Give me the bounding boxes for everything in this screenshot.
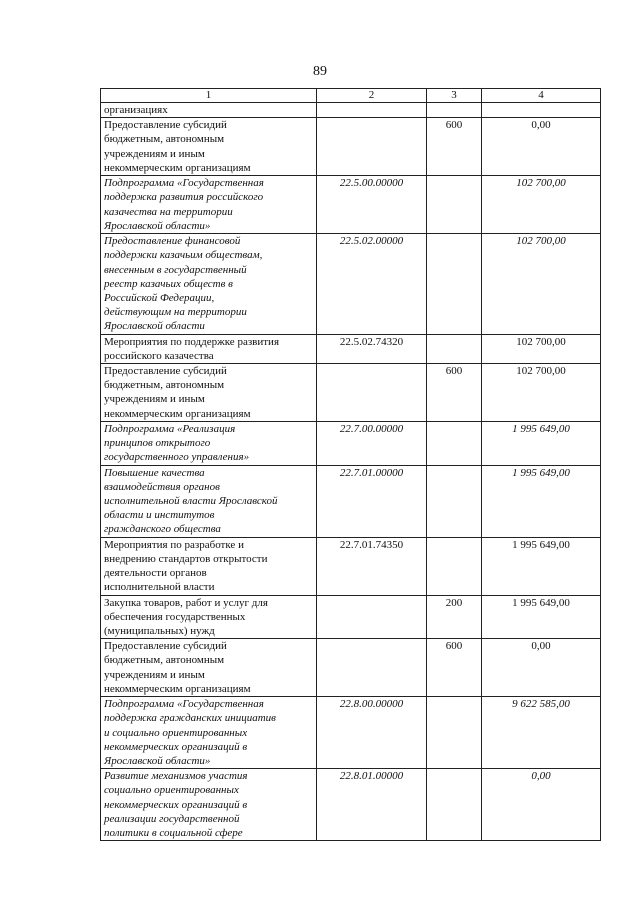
row-name-cell: Предоставление финансовой поддержки казачьим обществам, внесенным в государственный реестр казачьих обществ в Российской Федерации, действующим на территории Ярославской области: [101, 234, 317, 334]
column-header-3: 3: [427, 89, 482, 103]
table-row: [101, 465, 601, 537]
row-name-cell: Предоставление субсидий бюджетным, автономным учреждениям и иным некоммерческим организациям: [101, 639, 317, 697]
row-code-cell: [317, 639, 427, 697]
budget-table: [100, 88, 601, 841]
row-name-cell: Подпрограмма «Реализация принципов открытого государственного управления»: [101, 422, 317, 466]
row-name-cell: Мероприятия по разработке и внедрению стандартов открытости деятельности органов исполнительной власти: [101, 537, 317, 595]
row-amount-cell: 0,00: [482, 639, 601, 697]
row-code-cell: 22.5.00.00000: [317, 176, 427, 234]
row-amount-cell: 1 995 649,00: [482, 465, 601, 537]
row-amount-cell: 1 995 649,00: [482, 595, 601, 639]
column-header-2: 2: [317, 89, 427, 103]
column-header-1: 1: [101, 89, 317, 103]
row-code-cell: 22.7.01.74350: [317, 537, 427, 595]
table-row: [101, 422, 601, 466]
table-row: [101, 234, 601, 334]
row-code-cell: 22.5.02.00000: [317, 234, 427, 334]
row-amount-cell: 9 622 585,00: [482, 697, 601, 769]
row-expense-type-cell: [427, 422, 482, 466]
row-name-cell: Подпрограмма «Государственная поддержка гражданских инициатив и социально ориентированных некоммерческих организаций в Ярославской области»: [101, 697, 317, 769]
row-code-cell: [317, 103, 427, 118]
row-code-cell: [317, 595, 427, 639]
row-code-cell: 22.7.01.00000: [317, 465, 427, 537]
table-row: [101, 639, 601, 697]
row-expense-type-cell: [427, 103, 482, 118]
table-row: [101, 697, 601, 769]
row-name-cell: Повышение качества взаимодействия органов исполнительной власти Ярославской области и институтов гражданского общества: [101, 465, 317, 537]
row-code-cell: [317, 118, 427, 176]
row-name-cell: организациях: [101, 103, 317, 118]
row-amount-cell: 0,00: [482, 769, 601, 841]
row-expense-type-cell: [427, 769, 482, 841]
page-number: 89: [313, 64, 327, 79]
row-expense-type-cell: 600: [427, 118, 482, 176]
row-name-cell: Мероприятия по поддержке развития российского казачества: [101, 334, 317, 363]
row-expense-type-cell: [427, 334, 482, 363]
row-code-cell: 22.5.02.74320: [317, 334, 427, 363]
table-row: [101, 118, 601, 176]
table-header-row: [101, 89, 601, 103]
row-code-cell: 22.7.00.00000: [317, 422, 427, 466]
row-amount-cell: 1 995 649,00: [482, 537, 601, 595]
table-row: [101, 103, 601, 118]
row-amount-cell: 102 700,00: [482, 234, 601, 334]
row-expense-type-cell: [427, 537, 482, 595]
row-expense-type-cell: [427, 465, 482, 537]
row-name-cell: Предоставление субсидий бюджетным, автономным учреждениям и иным некоммерческим организациям: [101, 118, 317, 176]
row-expense-type-cell: 600: [427, 364, 482, 422]
table-row: [101, 364, 601, 422]
row-expense-type-cell: [427, 176, 482, 234]
row-expense-type-cell: [427, 697, 482, 769]
row-name-cell: Подпрограмма «Государственная поддержка развития российского казачества на территории Ярославской области»: [101, 176, 317, 234]
row-expense-type-cell: [427, 234, 482, 334]
table-row: [101, 176, 601, 234]
table-row: [101, 769, 601, 841]
row-amount-cell: 0,00: [482, 118, 601, 176]
row-amount-cell: 102 700,00: [482, 364, 601, 422]
row-code-cell: 22.8.00.00000: [317, 697, 427, 769]
row-expense-type-cell: 200: [427, 595, 482, 639]
row-code-cell: 22.8.01.00000: [317, 769, 427, 841]
row-amount-cell: 102 700,00: [482, 334, 601, 363]
table-row: [101, 537, 601, 595]
row-name-cell: Закупка товаров, работ и услуг для обеспечения государственных (муниципальных) нужд: [101, 595, 317, 639]
column-header-4: 4: [482, 89, 601, 103]
table-row: [101, 595, 601, 639]
row-amount-cell: 1 995 649,00: [482, 422, 601, 466]
row-expense-type-cell: 600: [427, 639, 482, 697]
row-amount-cell: [482, 103, 601, 118]
row-code-cell: [317, 364, 427, 422]
row-amount-cell: 102 700,00: [482, 176, 601, 234]
row-name-cell: Предоставление субсидий бюджетным, автономным учреждениям и иным некоммерческим организациям: [101, 364, 317, 422]
row-name-cell: Развитие механизмов участия социально ориентированных некоммерческих организаций в реализации государственной политики в социальной сфере: [101, 769, 317, 841]
table-row: [101, 334, 601, 363]
table-body: [101, 103, 601, 841]
